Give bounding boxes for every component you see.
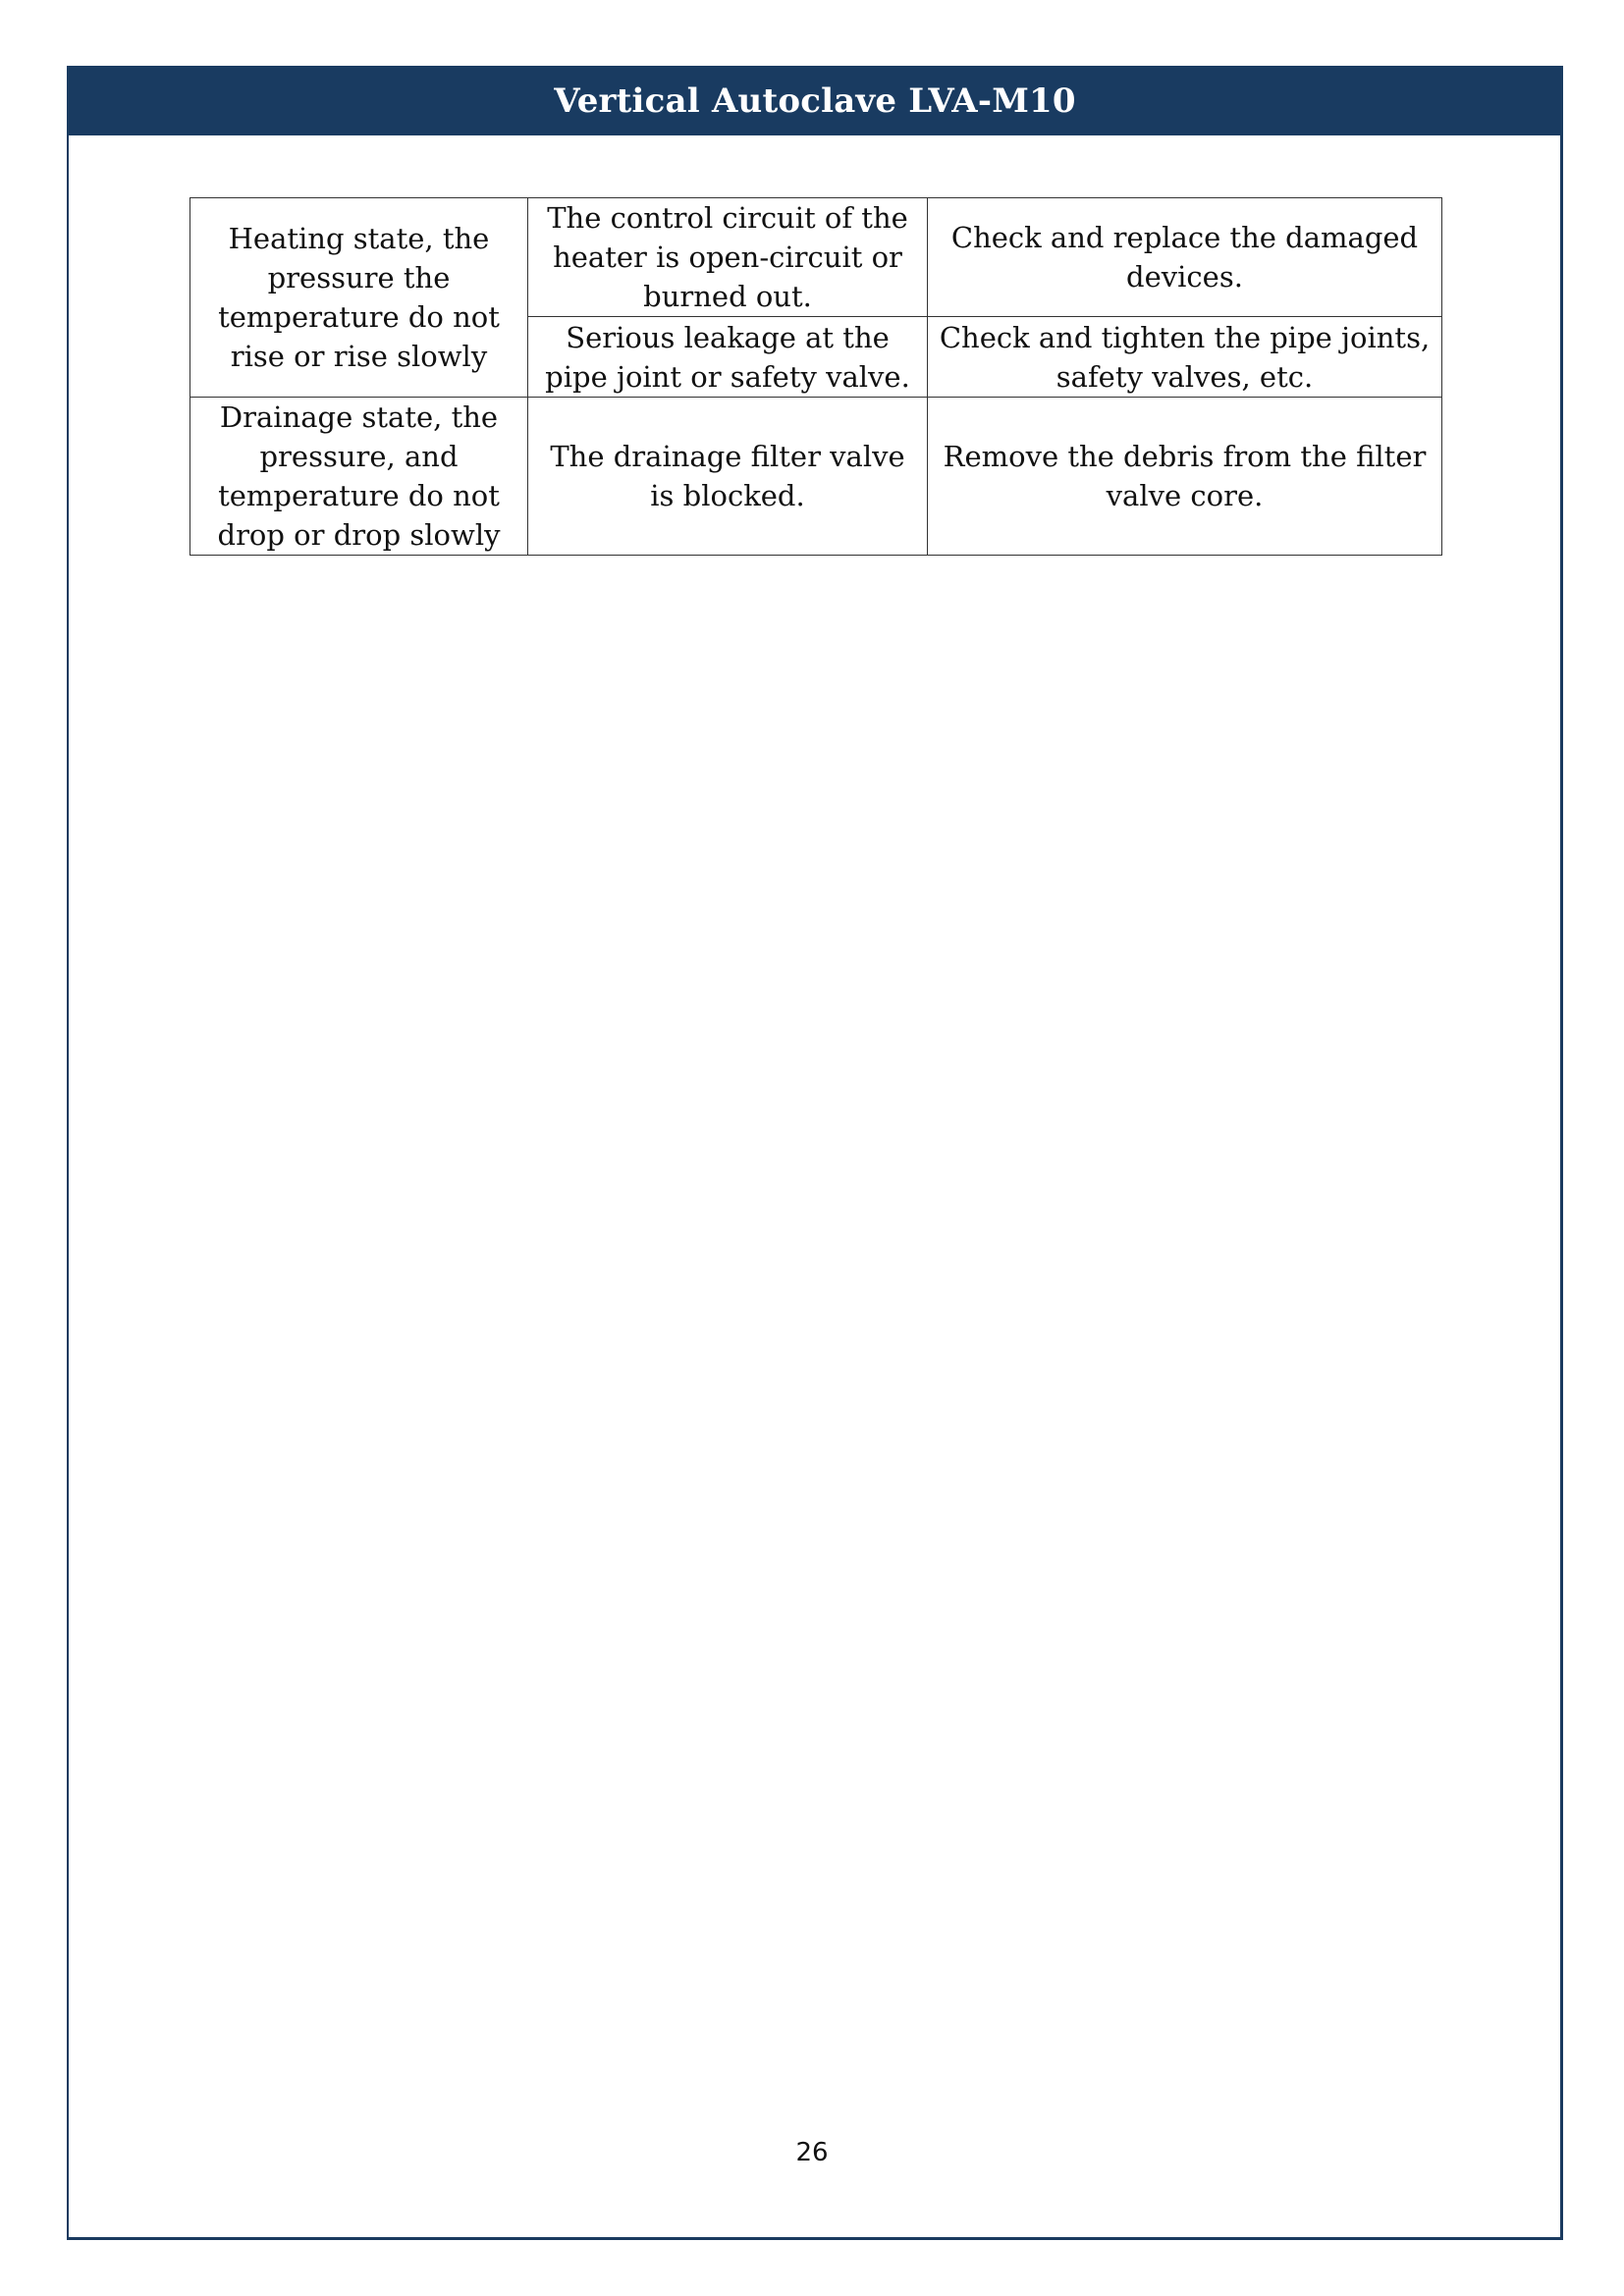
cause-text: Serious leakage at the pipe joint or safety valve.	[545, 320, 910, 394]
symptom-cell	[190, 198, 528, 398]
cause-cell	[528, 317, 928, 398]
cause-cell	[528, 198, 928, 317]
solution-cell	[928, 198, 1442, 317]
troubleshooting-table	[189, 197, 1442, 556]
symptom-text: Heating state, the pressure the temperature do not rise or rise slowly	[218, 222, 500, 373]
document-header	[67, 66, 1563, 135]
symptom-cell	[190, 398, 528, 556]
cause-text: The drainage filter valve is blocked.	[550, 440, 905, 512]
solution-text: Check and tighten the pipe joints, safety valves, etc.	[939, 320, 1431, 394]
table-row	[190, 398, 1442, 556]
solution-text: Check and replace the damaged devices.	[950, 221, 1419, 294]
symptom-text: Drainage state, the pressure, and temperature do not drop or drop slowly	[217, 400, 501, 552]
page-number: 26	[795, 2138, 829, 2167]
cause-text: The control circuit of the heater is open-circuit or burned out.	[547, 201, 908, 313]
document-title: Vertical Autoclave LVA-M10	[554, 80, 1076, 121]
solution-cell	[928, 317, 1442, 398]
table-row	[190, 198, 1442, 317]
solution-text: Remove the debris from the filter valve core.	[943, 440, 1427, 512]
solution-cell	[928, 398, 1442, 556]
cause-cell	[528, 398, 928, 556]
